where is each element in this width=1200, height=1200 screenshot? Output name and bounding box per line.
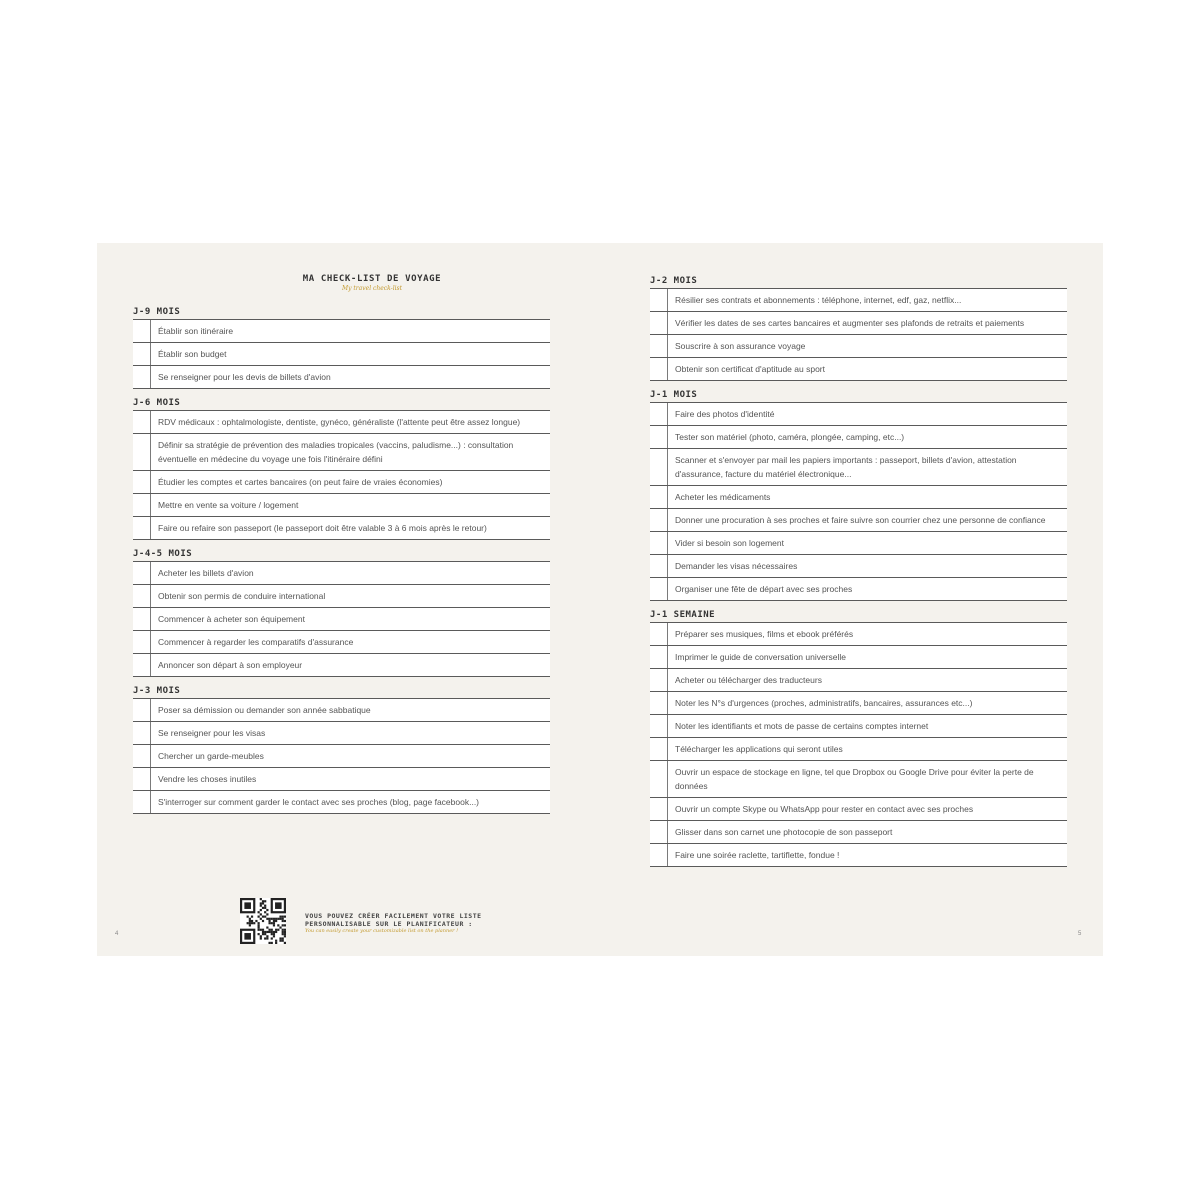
checklist-item-text: Obtenir son certificat d'aptitude au sport (675, 364, 825, 374)
checklist-item (650, 692, 1067, 715)
checklist-item-text: Faire une soirée raclette, tartiflette, fondue ! (675, 850, 840, 860)
checklist-item-text: Annoncer son départ à son employeur (158, 660, 303, 670)
left-checklist (133, 305, 550, 821)
checklist-item-text: Établir son budget (158, 349, 227, 359)
checkbox[interactable] (133, 791, 151, 813)
checklist-rows (133, 699, 550, 814)
checklist-item (133, 411, 550, 434)
checklist-item (133, 320, 550, 343)
checklist-item-text: Acheter les médicaments (675, 492, 771, 502)
checklist-item-text: Résilier ses contrats et abonnements : téléphone, internet, edf, gaz, netflix... (675, 295, 962, 305)
checkbox[interactable] (650, 669, 668, 691)
checklist-item-text: Faire des photos d'identité (675, 409, 775, 419)
checklist-item (650, 486, 1067, 509)
checkbox[interactable] (133, 343, 151, 365)
checklist-item (133, 517, 550, 540)
checklist-item (133, 631, 550, 654)
section-title: J-6 MOIS (133, 396, 550, 411)
qr-code-icon[interactable] (240, 898, 286, 944)
footer-text (305, 912, 575, 935)
checklist-item (650, 578, 1067, 601)
checkbox[interactable] (133, 494, 151, 516)
page-number-left: 4 (115, 931, 119, 937)
checklist-item (133, 366, 550, 389)
checkbox[interactable] (133, 562, 151, 584)
section-title: J-3 MOIS (133, 684, 550, 699)
footer-line-2: PERSONNALISABLE SUR LE PLANIFICATEUR : (305, 920, 473, 928)
checkbox[interactable] (650, 335, 668, 357)
checklist-item-text: Mettre en vente sa voiture / logement (158, 500, 299, 510)
checklist-section (133, 396, 550, 540)
checkbox[interactable] (133, 722, 151, 744)
checklist-rows (650, 623, 1067, 867)
checkbox[interactable] (650, 761, 668, 797)
page-number-right: 5 (1078, 931, 1082, 937)
checklist-item (650, 844, 1067, 867)
checklist-item (133, 494, 550, 517)
checklist-item (133, 745, 550, 768)
checklist-item-text: Préparer ses musiques, films et ebook préférés (675, 629, 854, 639)
checkbox[interactable] (650, 532, 668, 554)
checkbox[interactable] (650, 555, 668, 577)
checklist-item (650, 403, 1067, 426)
book-spread (97, 243, 1103, 956)
checklist-item (133, 699, 550, 722)
checklist-item (133, 343, 550, 366)
checkbox[interactable] (133, 654, 151, 676)
planner-footer (240, 898, 570, 948)
checklist-item-text: Ouvrir un espace de stockage en ligne, tel que Dropbox ou Google Drive pour éviter la perte de données (675, 767, 1034, 791)
checklist-item (650, 509, 1067, 532)
checklist-item-text: Scanner et s'envoyer par mail les papiers importants : passeport, billets d'avion, attestation d'assurance, facture du matériel électronique... (675, 455, 1017, 479)
checkbox[interactable] (133, 320, 151, 342)
checklist-item (650, 761, 1067, 798)
checkbox[interactable] (650, 289, 668, 311)
checklist-item (650, 646, 1067, 669)
section-title: J-1 MOIS (650, 388, 1067, 403)
left-page (97, 243, 600, 956)
checkbox[interactable] (650, 646, 668, 668)
checkbox[interactable] (133, 471, 151, 493)
checkbox[interactable] (650, 623, 668, 645)
checklist-item (650, 335, 1067, 358)
checklist-item (650, 289, 1067, 312)
checkbox[interactable] (650, 578, 668, 600)
checklist-section (650, 274, 1067, 381)
checklist-item-text: Obtenir son permis de conduire international (158, 591, 326, 601)
checklist-item-text: RDV médicaux : ophtalmologiste, dentiste, gynéco, généraliste (l'attente peut être assez longue) (158, 417, 521, 427)
section-title: J-2 MOIS (650, 274, 1067, 289)
checklist-item-text: Vider si besoin son logement (675, 538, 784, 548)
checkbox[interactable] (650, 738, 668, 760)
checklist-item (133, 768, 550, 791)
checklist-item-text: Noter les identifiants et mots de passe de certains comptes internet (675, 721, 929, 731)
right-checklist (650, 274, 1067, 874)
checkbox[interactable] (133, 768, 151, 790)
checkbox[interactable] (133, 585, 151, 607)
checkbox[interactable] (133, 745, 151, 767)
checklist-item-text: Imprimer le guide de conversation universelle (675, 652, 847, 662)
checklist-section (650, 388, 1067, 601)
checklist-item-text: Faire ou refaire son passeport (le passeport doit être valable 3 à 6 mois après le retour) (158, 523, 487, 533)
checkbox[interactable] (133, 366, 151, 388)
checklist-item (650, 738, 1067, 761)
checklist-item-text: Acheter ou télécharger des traducteurs (675, 675, 822, 685)
checklist-item-text: Tester son matériel (photo, caméra, plongée, camping, etc...) (675, 432, 905, 442)
section-title: J-1 SEMAINE (650, 608, 1067, 623)
checkbox[interactable] (650, 509, 668, 531)
checkbox[interactable] (133, 699, 151, 721)
checklist-item (650, 798, 1067, 821)
checklist-item (650, 555, 1067, 578)
checklist-item-text: Étudier les comptes et cartes bancaires (on peut faire de vraies économies) (158, 477, 443, 487)
checkbox[interactable] (650, 312, 668, 334)
checklist-item (133, 585, 550, 608)
checklist-item-text: Glisser dans son carnet une photocopie de son passeport (675, 827, 893, 837)
checkbox[interactable] (650, 358, 668, 380)
checklist-item-text: Souscrire à son assurance voyage (675, 341, 806, 351)
checklist-item-text: Commencer à regarder les comparatifs d'assurance (158, 637, 354, 647)
checklist-item-text: Ouvrir un compte Skype ou WhatsApp pour rester en contact avec ses proches (675, 804, 974, 814)
checklist-item (133, 562, 550, 585)
checkbox[interactable] (650, 821, 668, 843)
checklist-item-text: S'interroger sur comment garder le contact avec ses proches (blog, page facebook...) (158, 797, 480, 807)
checklist-item-text: Noter les N°s d'urgences (proches, administratifs, bancaires, assurances etc...) (675, 698, 973, 708)
checklist-item-text: Se renseigner pour les devis de billets d'avion (158, 372, 331, 382)
checklist-item (133, 434, 550, 471)
checklist-item (650, 821, 1067, 844)
checkbox[interactable] (133, 517, 151, 539)
checkbox[interactable] (650, 798, 668, 820)
section-title: J-9 MOIS (133, 305, 550, 320)
checklist-section (133, 305, 550, 389)
page-subtitle: My travel check-list (341, 285, 403, 292)
checklist-item-text: Organiser une fête de départ avec ses proches (675, 584, 853, 594)
checklist-item-text: Poser sa démission ou demander son année sabbatique (158, 705, 371, 715)
checkbox[interactable] (650, 692, 668, 714)
checklist-item (133, 654, 550, 677)
checklist-item (133, 608, 550, 631)
checklist-item (650, 669, 1067, 692)
checklist-item-text: Établir son itinéraire (158, 326, 234, 336)
checklist-item-text: Définir sa stratégie de prévention des maladies tropicales (vaccins, paludisme...) : consultation éventuelle en médecine du voyage une fois l'itinéraire défini (158, 440, 514, 464)
checklist-item-text: Chercher un garde-meubles (158, 751, 264, 761)
checkbox[interactable] (650, 844, 668, 866)
checklist-item-text: Se renseigner pour les visas (158, 728, 266, 738)
checkbox[interactable] (650, 715, 668, 737)
checklist-item (133, 722, 550, 745)
checklist-item-text: Télécharger les applications qui seront utiles (675, 744, 843, 754)
checkbox[interactable] (133, 608, 151, 630)
footer-line-1: VOUS POUVEZ CRÉER FACILEMENT VOTRE LISTE (305, 912, 482, 920)
checklist-rows (133, 411, 550, 540)
checklist-item-text: Commencer à acheter son équipement (158, 614, 305, 624)
checklist-item (133, 471, 550, 494)
page-header (227, 274, 517, 292)
footer-subtitle: You can easily create your customizable list on the planner ! (305, 928, 459, 934)
checklist-item-text: Demander les visas nécessaires (675, 561, 798, 571)
checklist-item-text: Vérifier les dates de ses cartes bancaires et augmenter ses plafonds de retraits et paiements (675, 318, 1025, 328)
checklist-item (650, 532, 1067, 555)
checkbox[interactable] (650, 449, 668, 485)
checklist-section (133, 547, 550, 677)
right-page (600, 243, 1103, 956)
checklist-item-text: Donner une procuration à ses proches et faire suivre son courrier chez une personne de confiance (675, 515, 1046, 525)
checkbox[interactable] (650, 403, 668, 425)
checklist-rows (650, 289, 1067, 381)
checkbox[interactable] (650, 426, 668, 448)
checklist-item (650, 715, 1067, 738)
checklist-item (650, 623, 1067, 646)
checklist-item (650, 426, 1067, 449)
checklist-item-text: Vendre les choses inutiles (158, 774, 257, 784)
checklist-section (133, 684, 550, 814)
checkbox[interactable] (133, 411, 151, 433)
checkbox[interactable] (133, 434, 151, 470)
checklist-item (133, 791, 550, 814)
checklist-item (650, 449, 1067, 486)
checklist-rows (133, 320, 550, 389)
page-title: MA CHECK-LIST DE VOYAGE (302, 274, 442, 284)
checkbox[interactable] (650, 486, 668, 508)
checklist-section (650, 608, 1067, 867)
checklist-rows (650, 403, 1067, 601)
checklist-item (650, 358, 1067, 381)
section-title: J-4-5 MOIS (133, 547, 550, 562)
checklist-item (650, 312, 1067, 335)
checklist-rows (133, 562, 550, 677)
checklist-item-text: Acheter les billets d'avion (158, 568, 254, 578)
checkbox[interactable] (133, 631, 151, 653)
